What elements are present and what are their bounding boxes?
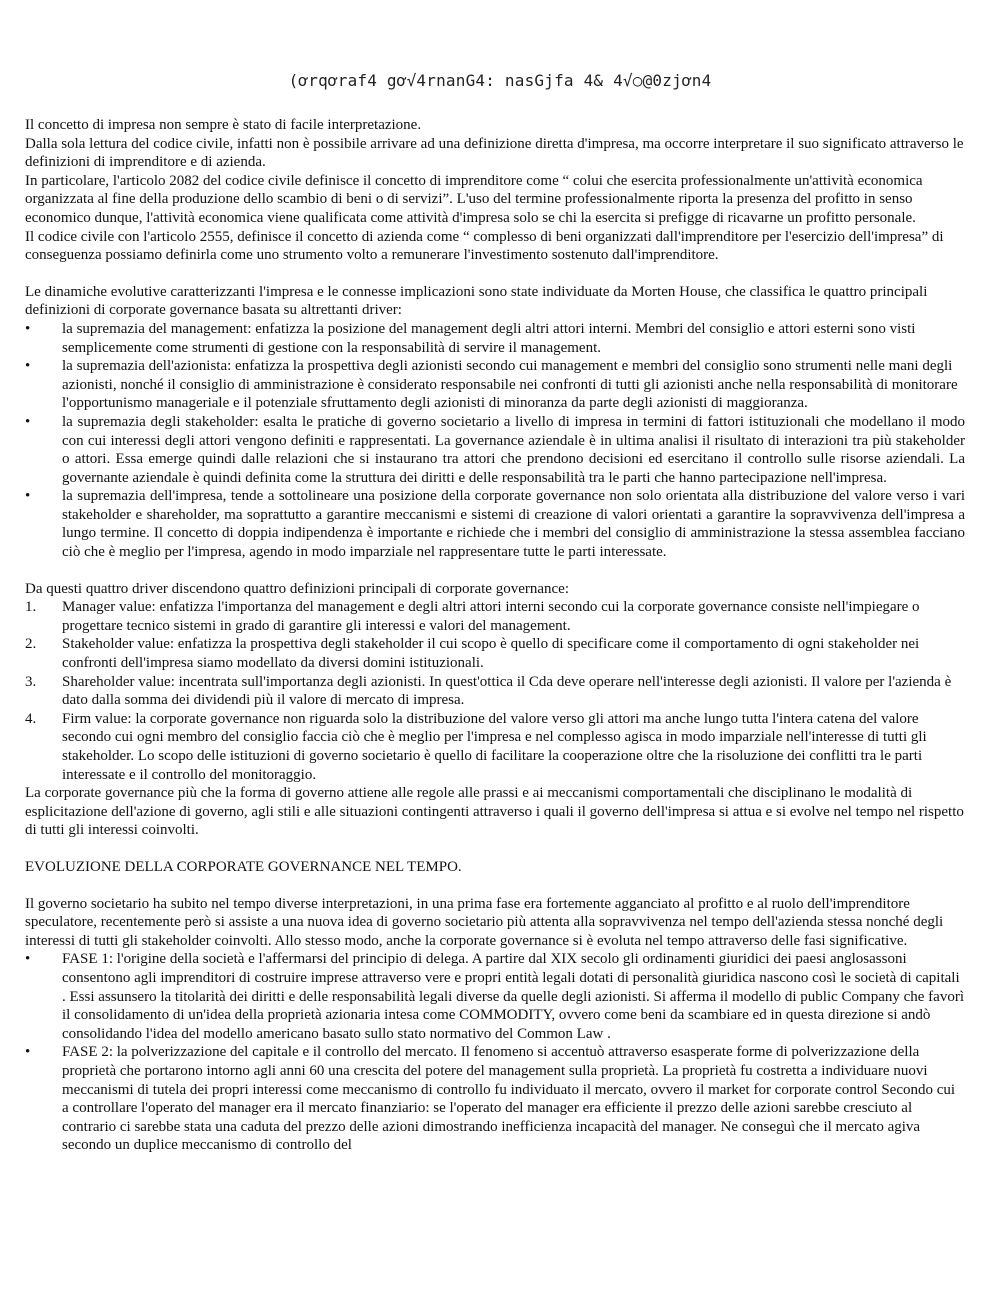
intro-paragraph: Dalla sola lettura del codice civile, infatti non è possibile arrivare ad una definizione diretta d'impresa, ma occorre interpretare il suo significato attraverso le definizioni di imprenditore e di azienda.: [25, 135, 964, 171]
list-item: [25, 598, 965, 635]
list-item: [25, 413, 965, 487]
list-item: [25, 635, 965, 672]
spacer: [25, 877, 965, 895]
list-item-text: la supremazia dell'impresa, tende a sottolineare una posizione della corporate governance non solo orientata alla distribuzione del valore verso i vari stakeholder e shareholder, ma soprattutto a garantire meccanismi e sistemi di creazione di valori orientati a garantire la sopravvivenza dell'impresa a lungo termine. Il concetto di doppia indipendenza è importante e richiede che i membri del consiglio di amministrazione la stessa assemblea facciano ciò che è meglio per l'impresa, agendo in modo imparziale nel rappresentare tutte le parti interessate.: [62, 488, 965, 561]
list-item: [25, 673, 965, 710]
list-item-text: la supremazia degli stakeholder: esalta le pratiche di governo societario a livello di impresa in termini di fattori istituzionali che modellano il modo con cui interessi degli attori vengono definiti e rappresentati. La governance aziendale è in ultima analisi il risultato di interazioni tra più stakeholder o attori. Essa emerge quindi dalle relazioni che si instaurano tra attori che prendono decisioni ed esercitano il controllo sulle risorse aziendali. La governante aziendale è quindi definita come la struttura dei diritti e delle responsabilità tra le parti che hanno partecipazione nell'impresa.: [62, 413, 965, 486]
list-item-text: la supremazia dell'azionista: enfatizza la prospettiva degli azionisti secondo cui management e membri del consiglio sono strumenti nelle mani degli azionisti, nonché il consiglio di amministrazione è considerato responsabile nei confronti di tutti gli azionisti anche nella responsabilità di monitorare l'opportunismo manageriale e il potenziale sfruttamento degli azionisti di minoranza da parte degli azionisti di maggioranza.: [62, 358, 958, 412]
list-item-text: la supremazia del management: enfatizza la posizione del management degli altri attori interni. Membri del consiglio e attori esterni sono visti semplicemente come strumenti di gestione con la responsabilità di servire il management.: [62, 320, 916, 356]
list-item-text: Firm value: la corporate governance non riguarda solo la distribuzione del valore verso gli attori ma anche lungo tutta l'intera catena del valore secondo cui ogni membro del consiglio faccia ciò che è meglio per l'impresa e nel complesso agisca in modo imparziale nell'interesse di tutti gli stakeholder. Lo scopo delle istituzioni di governo societario è quello di facilitare la cooperazione oltre che la risoluzione dei conflitti tra le parti interessate e il controllo del monitoraggio.: [62, 710, 927, 783]
spacer: [25, 840, 965, 858]
spacer: [25, 265, 965, 283]
list-item-text: FASE 1: l'origine della società e l'affermarsi del principio di delega. A partire dal XIX secolo gli ordinamenti giuridici dei paesi anglosassoni consentono agli imprenditori di costruire imprese attraverso vere e propri entità legali dotati di personalità giuridica nascono così le società di capitali . Essi assunsero la titolarità dei diritti e delle responsabilità legali diverse da quelle degli azionisti. Si afferma il modello di public Company che favorì il consolidamento di un'idea della proprietà azionaria intesa come COMMODITY, ovvero come beni da scambiare ed in questa direzione si andò consolidando l'idea del modello americano basato sullo stato normativo del Common Law .: [62, 951, 964, 1042]
list-item: [25, 950, 965, 1043]
bullet-marker: •: [25, 951, 31, 968]
section-heading: EVOLUZIONE DELLA CORPORATE GOVERNANCE NEL TEMPO.: [25, 858, 462, 875]
evolution-intro: Il governo societario ha subito nel tempo diverse interpretazioni, in una prima fase era fortemente agganciato al profitto e al ruolo dell'imprenditore speculatore, recentemente però si assiste a una nuova idea di governo societario più attenta alla sopravvivenza nel tempo dell'azienda stessa nonché degli interessi di tutti gli stakeholder coinvolti. Allo stesso modo, anche la corporate governance si è evoluta nel tempo attraverso delle fasi significative.: [25, 895, 944, 949]
intro-paragraph: In particolare, l'articolo 2082 del codice civile definisce il concetto di imprenditore come “ colui che esercita professionalmente un'attività economica organizzata al fine della produzione dello scambio di beni o di servizi”. L'uso del termine professionalmente riporta la presenza del profitto in senso economico dunque, l'attività economica viene qualificata come attività d'impresa solo se chi la esercita si prefigge di ricavarne un profitto personale.: [25, 172, 923, 226]
spacer: [25, 562, 965, 580]
bullet-marker: •: [25, 358, 31, 375]
bullet-marker: •: [25, 488, 31, 505]
list-item: [25, 710, 965, 784]
definitions-intro: Da questi quattro driver discendono quattro definizioni principali di corporate governance:: [25, 580, 569, 597]
drivers-intro: Le dinamiche evolutive caratterizzanti l'impresa e le connesse implicazioni sono state individuate da Morten House, che classifica le quattro principali definizioni di corporate governance basata su altrettanti driver:: [25, 283, 928, 319]
intro-paragraph: Il codice civile con l'articolo 2555, definisce il concetto di azienda come “ complesso di beni organizzati dall'imprenditore per l'esercizio dell'impresa” di conseguenza possiamo definirla come uno strumento volto a remunerare l'investimento sostenuto dall'imprenditore.: [25, 228, 944, 264]
number-marker: 1.: [25, 599, 37, 616]
page-title: (ơrqơraf4 gơ√4rnanG4: nasGjfa 4& 4√○@0zjơn4: [288, 71, 712, 90]
list-item-text: Shareholder value: incentrata sull'importanza degli azionisti. In quest'ottica il Cda deve operare nell'interesse degli azionisti. Il valore per l'azienda è dato dalla somma dei dividendi più il valore di mercato di impresa.: [62, 673, 952, 709]
list-item: [25, 1043, 965, 1155]
list-item-text: Manager value: enfatizza l'importanza del management e degli altri attori interni secondo cui la corporate governance consiste nell'impiegare o progettare tecnico sistemi in grado di garantire gli interessi e valori del management.: [62, 599, 920, 634]
number-marker: 3.: [25, 673, 37, 690]
list-item: [25, 487, 965, 561]
definitions-outro: La corporate governance più che la forma di governo attiene alle regole alle prassi e ai meccanismi comportamentali che disciplinano le modalità di esplicitazione dell'azione di governo, agli stili e alle situazioni contingenti attraverso i quali il governo dell'impresa si attua e si evolve nel tempo nel rispetto di tutti gli interessi coinvolti.: [25, 785, 964, 839]
list-item: [25, 357, 965, 413]
document-body: [25, 116, 965, 1155]
list-item-text: Stakeholder value: enfatizza la prospettiva degli stakeholder il cui scopo è quello di specificare come il comportamento di ogni stakeholder nei confronti dell'impresa siamo modellato da diversi domini istituzionali.: [62, 636, 920, 672]
number-marker: 2.: [25, 636, 37, 653]
bullet-marker: •: [25, 1044, 31, 1061]
number-marker: 4.: [25, 710, 37, 727]
list-item: [25, 320, 965, 357]
intro-paragraph: Il concetto di impresa non sempre è stato di facile interpretazione.: [25, 117, 422, 133]
bullet-marker: •: [25, 320, 31, 337]
list-item-text: FASE 2: la polverizzazione del capitale e il controllo del mercato. Il fenomeno si accentuò attraverso esasperate forme di polverizzazione della proprietà che portarono intorno agli anni 60 una crescita del potere del management sulla proprietà. La proprietà fu costretta a individuare nuovi meccanismi di tutela dei propri interessi come meccanismo di controllo fu individuato il mercato, ovvero il market for corporate control Secondo cui a controllare l'operato del manager era il mercato finanziario: se l'operato del manager era efficiente il prezzo delle azioni sarebbe cresciuto al contrario ci sarebbe stata una caduta del prezzo delle azioni dimostrando inefficienza incapacità del manager. Ne conseguì che il mercato agiva secondo un duplice meccanismo di controllo del: [62, 1044, 956, 1154]
bullet-marker: •: [25, 413, 31, 430]
